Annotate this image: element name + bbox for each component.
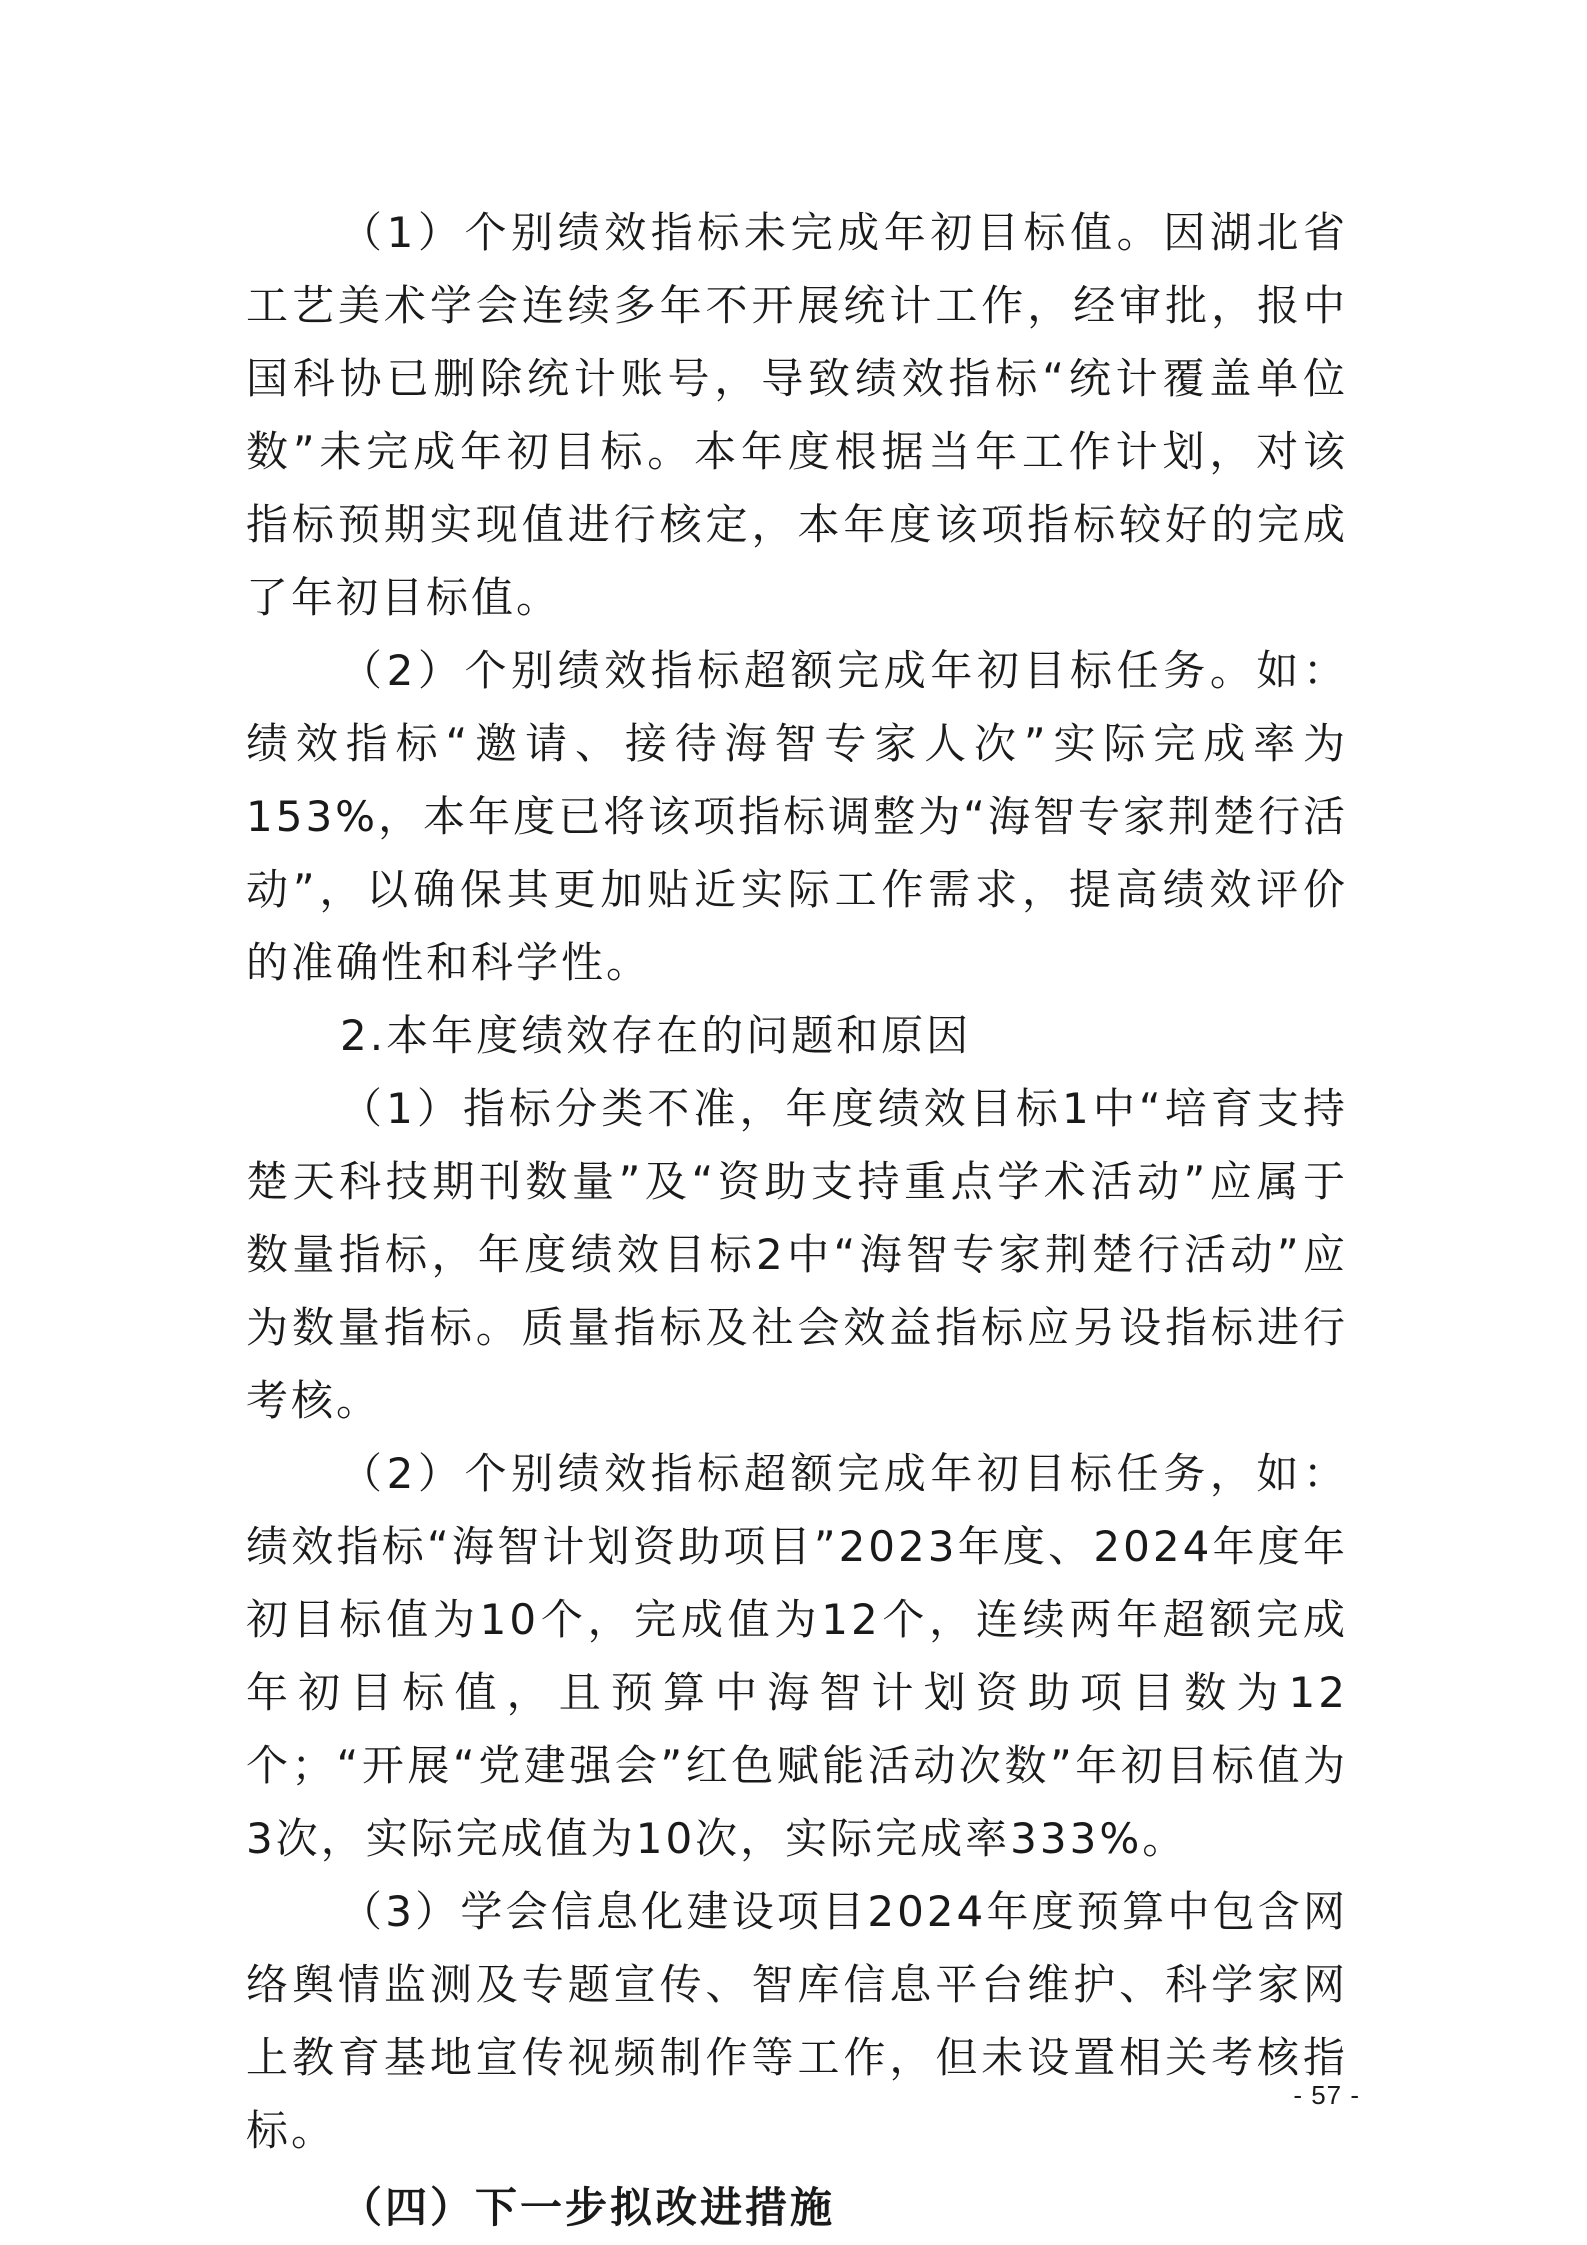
paragraph-exceeded-targets: （2）个别绩效指标超额完成年初目标任务，如：绩效指标“海智计划资助项目”2023年度、2024年度年初目标值为10个，完成值为12个，连续两年超额完成年初目标值，且预算中海智计划资助项目数为12个；“开展“党建强会”红色赋能活动次数”年初目标值为3次，实际完成值为10次，实际完成率333%。: [246, 1449, 1348, 1863]
paragraph-missing-indicators: （3）学会信息化建设项目2024年度预算中包含网络舆情监测及专题宣传、智库信息平台维护、科学家网上教育基地宣传视频制作等工作，但未设置相关考核指标。: [246, 1887, 1348, 2155]
page-number: - 57 -: [1293, 2080, 1360, 2110]
paragraph-unfinished-indicator: （1）个别绩效指标未完成年初目标值。因湖北省工艺美术学会连续多年不开展统计工作，经审批，报中国科协已删除统计账号，导致绩效指标“统计覆盖单位数”未完成年初目标。本年度根据当年工作计划，对该指标预期实现值进行核定，本年度该项指标较好的完成了年初目标值。: [246, 208, 1348, 622]
section-heading-problems: 2.本年度绩效存在的问题和原因: [340, 1011, 972, 1060]
section-heading-next-steps: （四）下一步拟改进措施: [340, 2183, 836, 2232]
body-text: [246, 196, 1348, 2244]
paragraph-exceeded-indicator: （2）个别绩效指标超额完成年初目标任务。如：绩效指标“邀请、接待海智专家人次”实际完成率为153%，本年度已将该项指标调整为“海智专家荆楚行活动”，以确保其更加贴近实际工作需求，提高绩效评价的准确性和科学性。: [246, 646, 1348, 987]
paragraph-classification-issue: （1）指标分类不准，年度绩效目标1中“培育支持楚天科技期刊数量”及“资助支持重点学术活动”应属于数量指标，年度绩效目标2中“海智专家荆楚行活动”应为数量指标。质量指标及社会效益指标应另设指标进行考核。: [246, 1084, 1348, 1425]
